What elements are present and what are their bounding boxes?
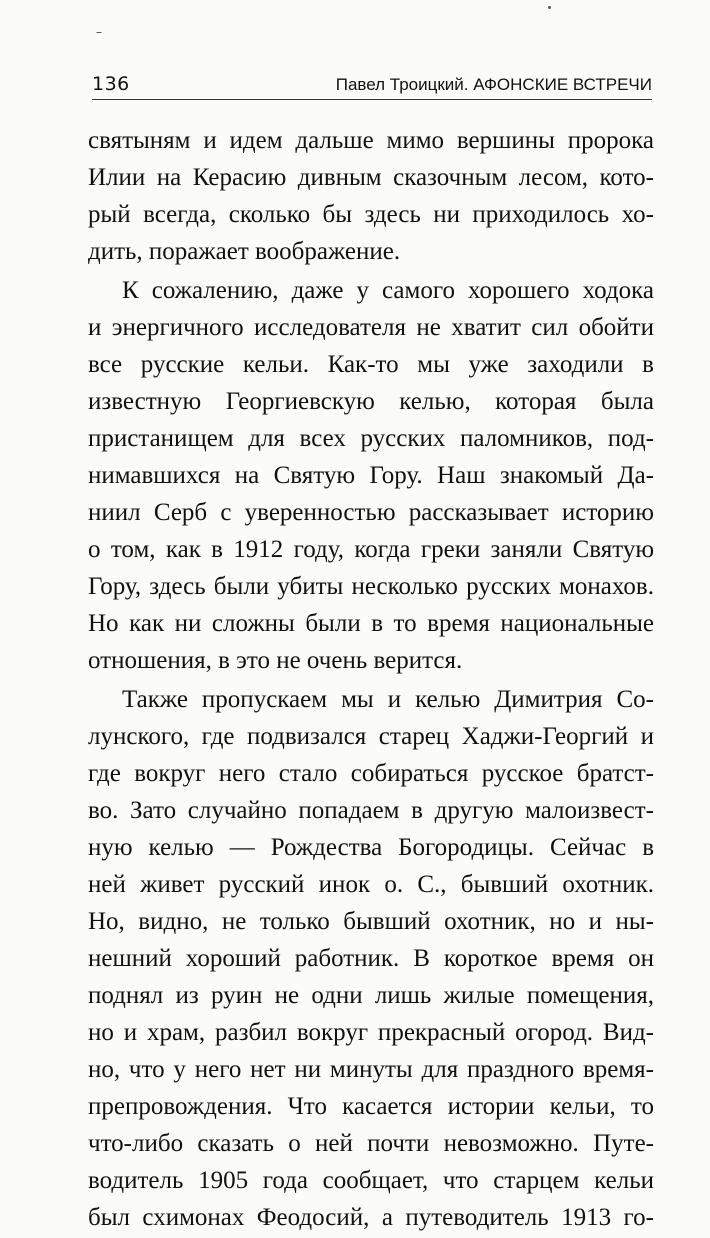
- text-line: и энергичного исследователя не хватит сил обойти: [88, 314, 654, 341]
- page-number: 136: [92, 73, 130, 95]
- text-line: поднял из руин не одни лишь жилые помещения,: [88, 982, 654, 1009]
- scan-speck: [96, 32, 102, 33]
- text-line: известную Георгиевскую келью, которая была: [88, 388, 654, 415]
- running-head: Павел Троицкий. АФОНСКИЕ ВСТРЕЧИ: [335, 75, 652, 94]
- text-line: препровождения. Что касается истории кельи, то: [88, 1093, 654, 1120]
- text-line: Но, видно, не только бывший охотник, но и ны-: [88, 908, 654, 935]
- body-text: [88, 122, 654, 1238]
- text-line: был схимонах Феодосий, а путеводитель 1913 го-: [88, 1204, 654, 1231]
- paragraph-3: [88, 681, 654, 1236]
- text-line: Илии на Керасию дивным сказочным лесом, кото-: [88, 164, 654, 191]
- text-line: но и храм, разбил вокруг прекрасный огород. Вид-: [88, 1019, 654, 1046]
- text-line: но, что у него нет ни минуты для праздного время-: [88, 1056, 654, 1083]
- text-line: все русские кельи. Как-то мы уже заходили в: [88, 351, 654, 378]
- text-line: рый всегда, сколько бы здесь ни приходилось хо-: [88, 201, 654, 228]
- text-line: ниил Серб с уверенностью рассказывает историю: [88, 499, 654, 526]
- paragraph-2: [88, 272, 654, 679]
- text-line: о том, как в 1912 году, когда греки заняли Святую: [88, 536, 654, 563]
- text-line: Гору, здесь были убиты несколько русских монахов.: [88, 573, 654, 600]
- text-line: нимавшихся на Святую Гору. Наш знакомый Да-: [88, 462, 654, 489]
- text-line: где вокруг него стало собираться русское братст-: [88, 760, 654, 787]
- text-line: нешний хороший работник. В короткое время он: [88, 945, 654, 972]
- paragraph-1: [88, 122, 654, 270]
- text-line: К сожалению, даже у самого хорошего ходока: [122, 277, 654, 304]
- text-line: во. Зато случайно попадаем в другую малоизвест-: [88, 797, 654, 824]
- scan-speck: [548, 6, 551, 9]
- text-line: дить, поражает воображение.: [88, 238, 401, 265]
- text-line: ную келью — Рождества Богородицы. Сейчас в: [88, 834, 654, 861]
- text-line: отношения, в это не очень верится.: [88, 647, 463, 674]
- text-line: ней живет русский инок о. С., бывший охотник.: [88, 871, 654, 898]
- page-header: [92, 73, 652, 100]
- text-line: святыням и идем дальше мимо вершины пророка: [88, 127, 654, 154]
- text-line: лунского, где подвизался старец Хаджи-Георгий и: [88, 723, 654, 750]
- text-line: Но как ни сложны были в то время национальные: [88, 610, 654, 637]
- text-line: пристанищем для всех русских паломников, под-: [88, 425, 654, 452]
- text-line: водитель 1905 года сообщает, что старцем кельи: [88, 1167, 654, 1194]
- text-line: Также пропускаем мы и келью Димитрия Со-: [122, 686, 654, 713]
- text-line: что-либо сказать о ней почти невозможно. Путе-: [88, 1130, 654, 1157]
